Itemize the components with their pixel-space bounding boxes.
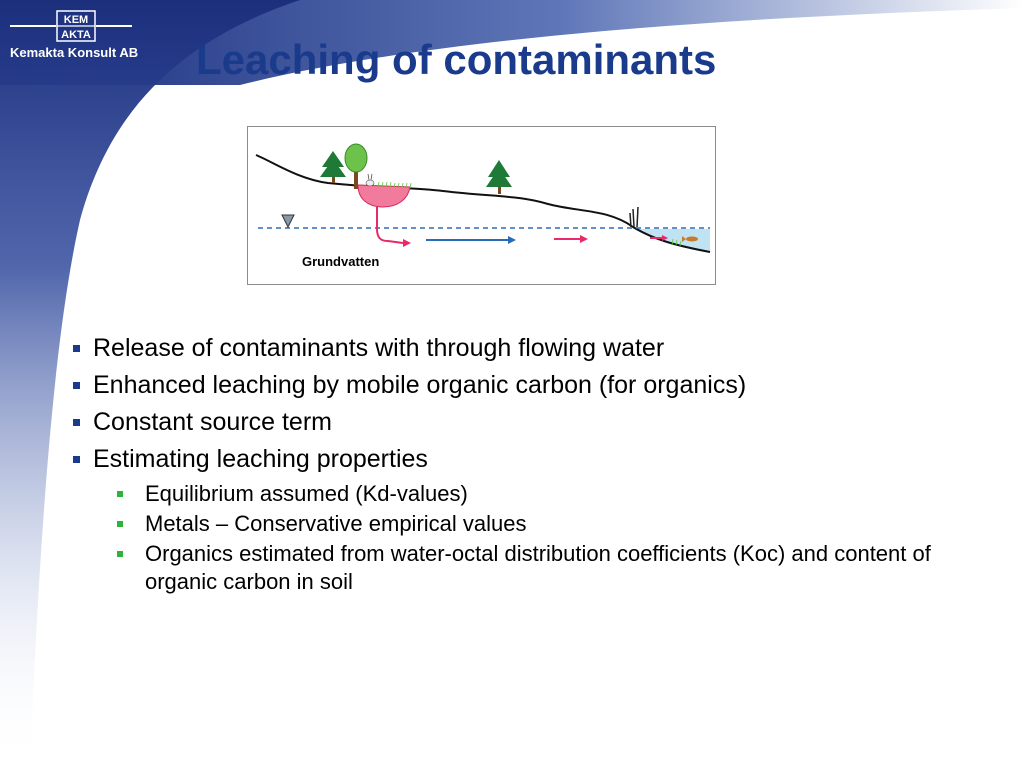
- bullet-text: Enhanced leaching by mobile organic carbon (for organics): [93, 371, 747, 399]
- conifer-tree-icon: [320, 151, 346, 183]
- bullet-item: [70, 404, 970, 441]
- bullet-marker-icon: [73, 419, 80, 426]
- sub-bullet-marker-icon: [117, 551, 123, 557]
- groundwater-label: Grundvatten: [302, 254, 380, 269]
- leaching-path: [377, 207, 403, 243]
- bullet-item: [70, 441, 970, 478]
- ground-surface: [256, 155, 710, 252]
- bullet-list: [70, 330, 970, 596]
- lake-water: [634, 229, 710, 252]
- slide-title: Leaching of contaminants: [196, 36, 717, 83]
- leaching-diagram: [247, 126, 716, 285]
- contaminant-source: [358, 185, 410, 207]
- bullet-text: Estimating leaching properties: [93, 445, 428, 473]
- sub-bullet-text: Metals – Conservative empirical values: [145, 511, 527, 536]
- logo-line-left: [10, 25, 56, 27]
- bullet-item: [70, 330, 970, 367]
- kemakta-logo-icon: [56, 10, 96, 42]
- bullet-marker-icon: [73, 382, 80, 389]
- conifer-tree-icon: [486, 160, 512, 194]
- water-table-marker-icon: [282, 215, 294, 227]
- flow-arrowhead-icon: [508, 236, 516, 244]
- bullet-item: [70, 367, 970, 404]
- sub-bullet-text: Equilibrium assumed (Kd-values): [145, 481, 468, 506]
- sub-bullet-item: [70, 540, 975, 596]
- company-name: Kemakta Konsult AB: [10, 45, 139, 60]
- bullet-text: Constant source term: [93, 408, 332, 436]
- leaching-arrowhead-icon: [403, 239, 411, 247]
- transport-arrowhead-icon: [580, 235, 588, 243]
- bullet-marker-icon: [73, 345, 80, 352]
- sub-bullet-text: Organics estimated from water-octal distribution coefficients (Koc) and content of organic carbon in soil: [145, 541, 931, 594]
- sub-bullet-item: [70, 480, 975, 508]
- logo-text-bottom: AKTA: [61, 29, 91, 41]
- logo-text-top: KEM: [63, 14, 89, 26]
- sub-bullet-marker-icon: [117, 491, 123, 497]
- deciduous-tree-icon: [345, 144, 367, 189]
- bullet-marker-icon: [73, 456, 80, 463]
- rabbit-icon: [366, 174, 374, 186]
- logo-line-right: [96, 25, 132, 27]
- sub-bullet-marker-icon: [117, 521, 123, 527]
- bullet-text: Release of contaminants with through flowing water: [93, 334, 665, 362]
- sub-bullet-item: [70, 510, 975, 538]
- reeds-icon: [630, 207, 638, 227]
